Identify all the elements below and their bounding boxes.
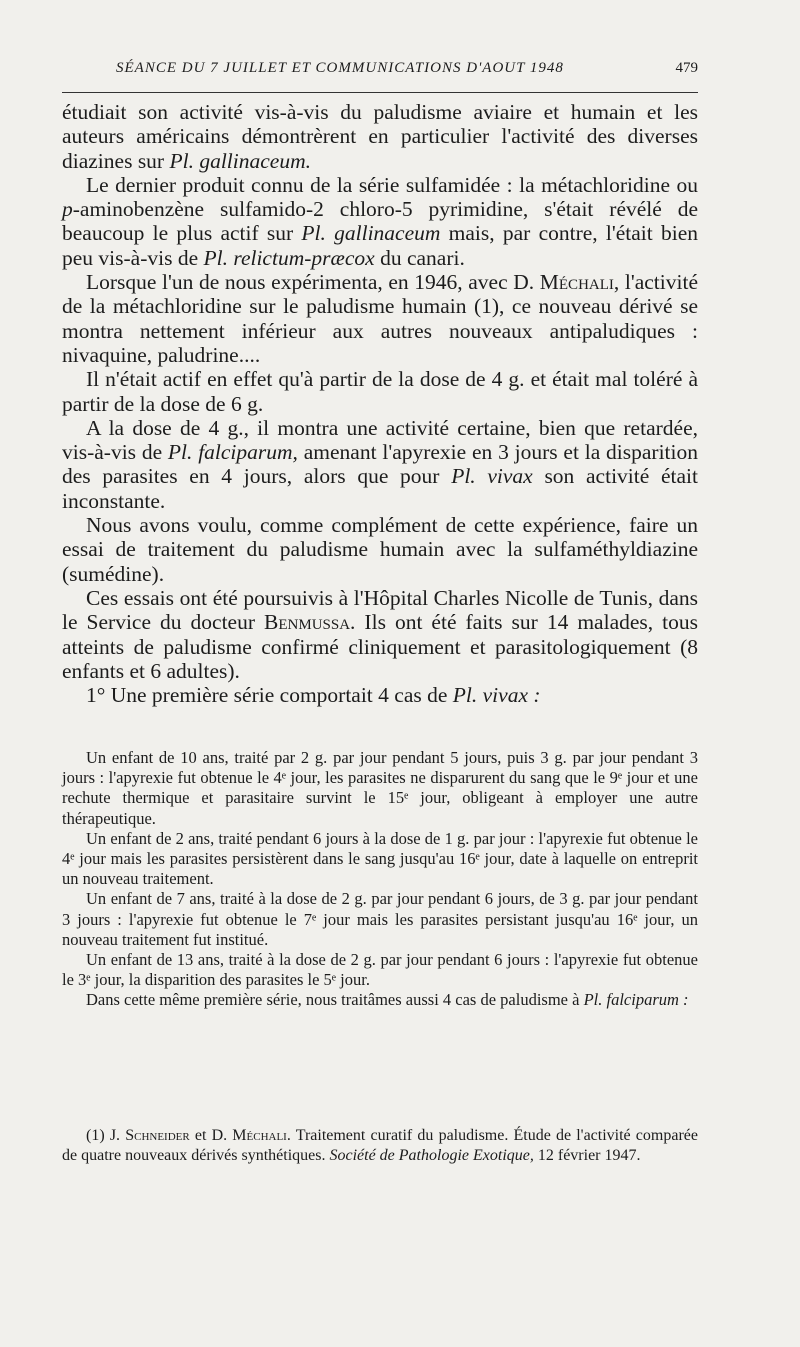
paragraph-1: étudiait son activité vis-à-vis du paludisme aviaire et humain et les auteurs américains démontrèrent en particulier l'activité des diverses diazines sur Pl. gallinaceum.	[62, 100, 698, 173]
paragraph-4: Il n'était actif en effet qu'à partir de la dose de 4 g. et était mal toléré à partir de la dose de 6 g.	[62, 367, 698, 416]
paragraph-6: Nous avons voulu, comme complément de cette expérience, faire un essai de traitement du paludisme humain avec la sulfaméthyldiazine (sumédine).	[62, 513, 698, 586]
footnote-1: (1) J. Schneider et D. Méchali. Traitement curatif du paludisme. Étude de l'activité comparée de quatre nouveaux dérivés synthétiques. Société de Pathologie Exotique, 12 février 1947.	[62, 1127, 698, 1164]
case-5: Dans cette même première série, nous traitâmes aussi 4 cas de paludisme à Pl. falciparum :	[86, 990, 689, 1010]
case-2: Un enfant de 2 ans, traité pendant 6 jours à la dose de 1 g. par jour : l'apyrexie fut obtenue le 4ᵉ jour mais les parasites persistèrent dans le sang jusqu'au 16ᵉ jour, date à laquelle on entreprit un nouveau traitement.	[62, 828, 698, 889]
case-3: Un enfant de 7 ans, traité à la dose de 2 g. par jour pendant 6 jours, de 3 g. par jour pendant 3 jours : l'apyrexie fut obtenue le 7ᵉ jour mais les parasites persistant jusqu'au 16ᵉ jour, un nouveau traitement fut institué.	[62, 889, 698, 949]
paragraph-3: Lorsque l'un de nous expérimenta, en 1946, avec D. Méchali, l'activité de la métachloridine sur le paludisme humain (1), ce nouveau dérivé se montra nettement inférieur aux autres nouveaux antipaludiques : nivaquine, paludrine....	[62, 270, 698, 367]
paragraph-5: A la dose de 4 g., il montra une activité certaine, bien que retardée, vis-à-vis de Pl. falciparum, amenant l'apyrexie en 3 jours et la disparition des parasites en 4 jours, alors que pour Pl. vivax son activité était inconstante.	[62, 415, 698, 513]
case-reports	[62, 748, 698, 1011]
paragraph-2: Le dernier produit connu de la série sulfamidée : la métachloridine ou p-aminobenzène sulfamido-2 chloro-5 pyrimidine, s'était révélé de beaucoup le plus actif sur Pl. gallinaceum mais, par contre, l'était bien peu vis-à-vis de Pl. relictum-præcox du canari.	[62, 172, 699, 270]
case-1: Un enfant de 10 ans, traité par 2 g. par jour pendant 5 jours, puis 3 g. par jour pendant 3 jours : l'apyrexie fut obtenue le 4ᵉ jour, les parasites ne disparurent du sang que le 9ᵉ jour et une rechute thermique et parasitaire survint le 15ᵉ jour, obligeant à employer une autre thérapeutique.	[62, 748, 698, 828]
case-4: Un enfant de 13 ans, traité à la dose de 2 g. par jour pendant 6 jours : l'apyrexie fut obtenue le 3ᵉ jour, la disparition des parasites le 5ᵉ jour.	[62, 950, 698, 990]
main-text	[62, 100, 698, 707]
running-head: SÉANCE DU 7 JUILLET ET COMMUNICATIONS D'AOUT 1948	[116, 60, 564, 76]
paragraph-8: 1° Une première série comportait 4 cas de Pl. vivax :	[86, 683, 541, 708]
footnote	[62, 1126, 698, 1166]
header-rule	[62, 92, 698, 93]
page-number: 479	[675, 60, 698, 76]
page-header	[62, 60, 702, 88]
paragraph-7: Ces essais ont été poursuivis à l'Hôpital Charles Nicolle de Tunis, dans le Service du docteur Benmussa. Ils ont été faits sur 14 malades, tous atteints de paludisme confirmé cliniquement et parasitologiquement (8 enfants et 6 adultes).	[62, 585, 699, 683]
